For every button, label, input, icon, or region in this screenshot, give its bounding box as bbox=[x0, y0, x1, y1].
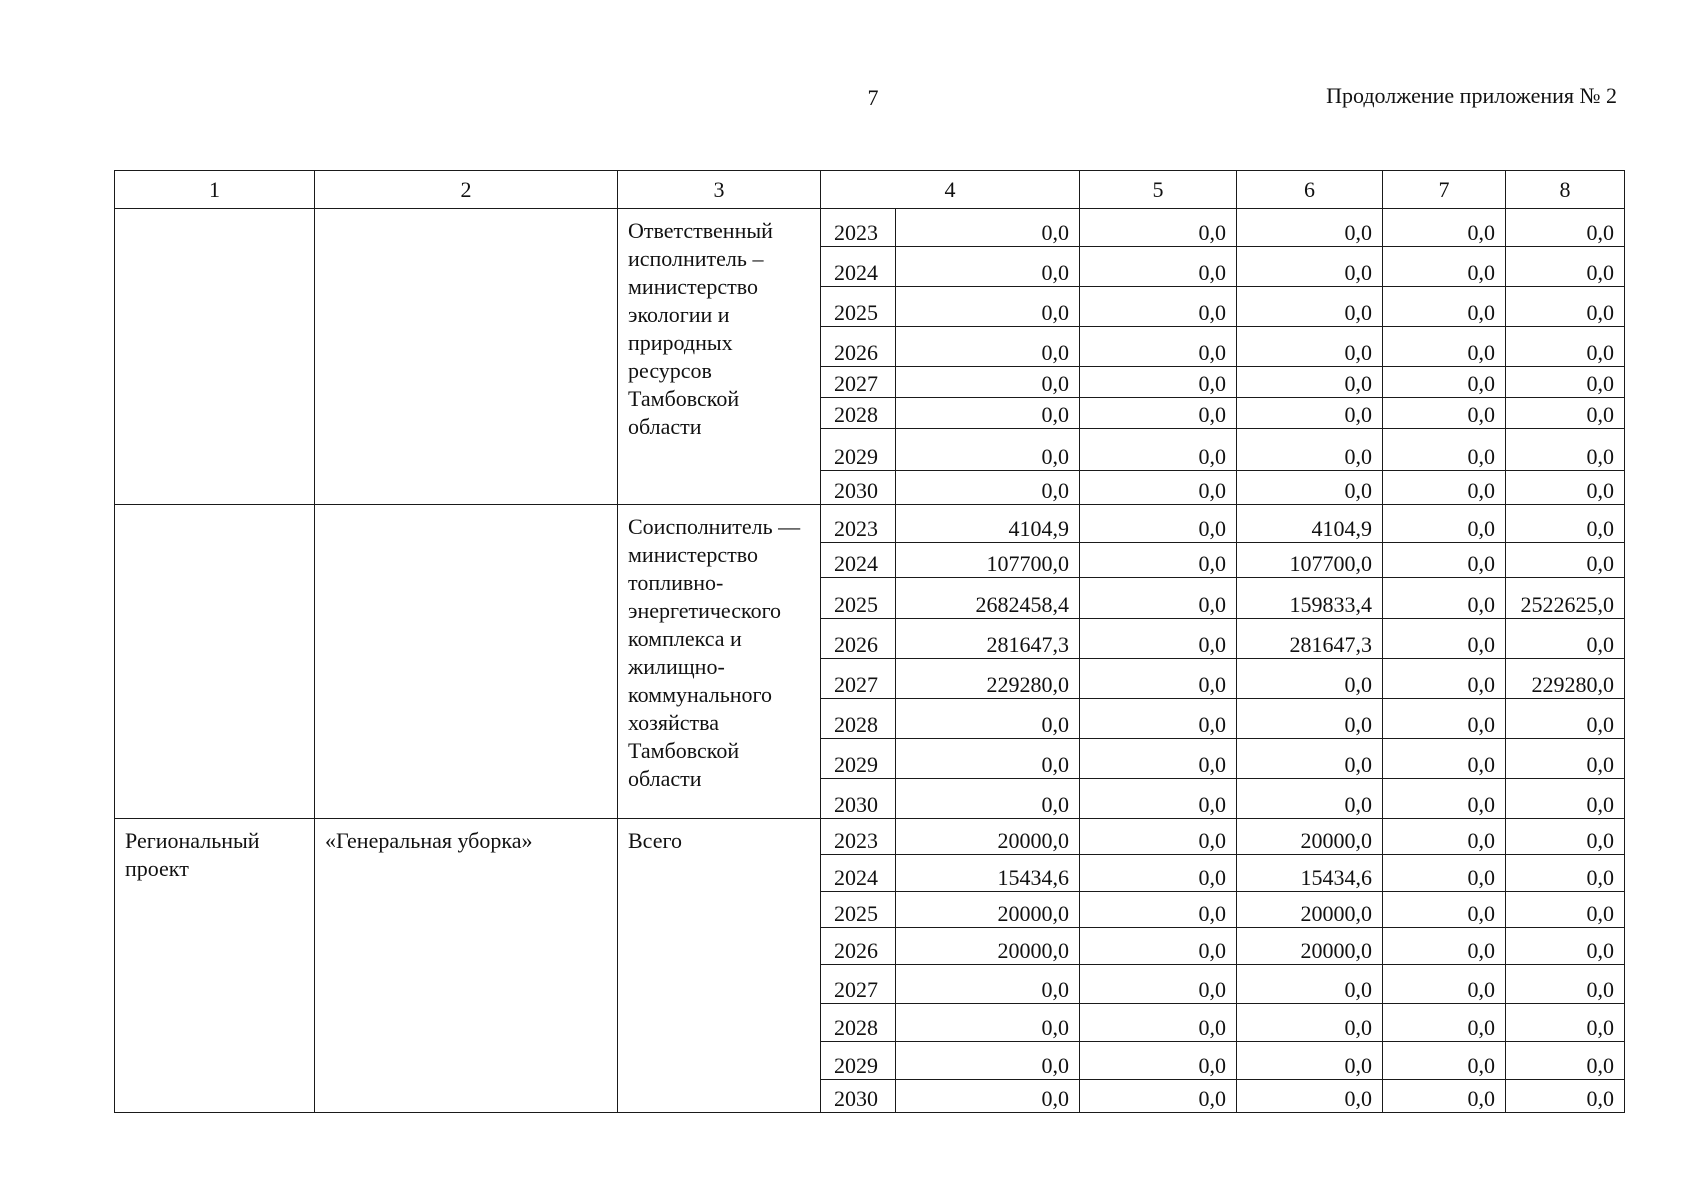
page-number: 7 bbox=[867, 85, 879, 110]
year-cell: 2023 bbox=[821, 505, 896, 543]
amount-cell-c4: 0,0 bbox=[896, 779, 1080, 819]
project-name-cell bbox=[315, 505, 618, 819]
amount-cell-c7: 0,0 bbox=[1383, 209, 1506, 247]
amount-cell-c6: 0,0 bbox=[1237, 659, 1383, 699]
amount-cell-c7: 0,0 bbox=[1383, 1042, 1506, 1080]
amount-cell-c6: 0,0 bbox=[1237, 247, 1383, 287]
amount-cell-c7: 0,0 bbox=[1383, 505, 1506, 543]
amount-cell-c4: 107700,0 bbox=[896, 543, 1080, 578]
amount-cell-c4: 281647,3 bbox=[896, 619, 1080, 659]
amount-cell-c4: 0,0 bbox=[896, 1042, 1080, 1080]
year-cell: 2027 bbox=[821, 965, 896, 1004]
amount-cell-c5: 0,0 bbox=[1080, 699, 1237, 739]
amount-cell-c5: 0,0 bbox=[1080, 327, 1237, 367]
amount-cell-c4: 229280,0 bbox=[896, 659, 1080, 699]
amount-cell-c6: 0,0 bbox=[1237, 471, 1383, 505]
amount-cell-c6: 0,0 bbox=[1237, 327, 1383, 367]
year-cell: 2028 bbox=[821, 1004, 896, 1042]
amount-cell-c4: 0,0 bbox=[896, 965, 1080, 1004]
amount-cell-c6: 0,0 bbox=[1237, 1080, 1383, 1113]
executor-cell: Соисполнитель — министерство топливно-энергетического комплекса и жилищно-коммунального хозяйства Тамбовской области bbox=[618, 505, 821, 819]
table-row bbox=[115, 819, 1625, 855]
amount-cell-c8: 0,0 bbox=[1506, 471, 1625, 505]
amount-cell-c8: 0,0 bbox=[1506, 367, 1625, 398]
amount-cell-c7: 0,0 bbox=[1383, 398, 1506, 429]
section-type-cell: Региональный проект bbox=[115, 819, 315, 1113]
column-number-row bbox=[115, 171, 1625, 209]
amount-cell-c4: 0,0 bbox=[896, 1080, 1080, 1113]
year-cell: 2028 bbox=[821, 398, 896, 429]
appendix-continuation-label: Продолжение приложения № 2 bbox=[1326, 83, 1617, 108]
amount-cell-c4: 2682458,4 bbox=[896, 578, 1080, 619]
amount-cell-c4: 0,0 bbox=[896, 699, 1080, 739]
project-name-cell: «Генеральная уборка» bbox=[315, 819, 618, 1113]
amount-cell-c5: 0,0 bbox=[1080, 619, 1237, 659]
amount-cell-c7: 0,0 bbox=[1383, 855, 1506, 892]
column-header: 7 bbox=[1383, 171, 1506, 209]
section-type-cell bbox=[115, 209, 315, 505]
amount-cell-c5: 0,0 bbox=[1080, 779, 1237, 819]
amount-cell-c7: 0,0 bbox=[1383, 739, 1506, 779]
year-cell: 2026 bbox=[821, 327, 896, 367]
year-cell: 2023 bbox=[821, 209, 896, 247]
amount-cell-c7: 0,0 bbox=[1383, 819, 1506, 855]
amount-cell-c5: 0,0 bbox=[1080, 819, 1237, 855]
column-header: 5 bbox=[1080, 171, 1237, 209]
amount-cell-c4: 0,0 bbox=[896, 287, 1080, 327]
amount-cell-c8: 0,0 bbox=[1506, 892, 1625, 928]
year-cell: 2023 bbox=[821, 819, 896, 855]
column-header: 3 bbox=[618, 171, 821, 209]
year-cell: 2026 bbox=[821, 619, 896, 659]
amount-cell-c5: 0,0 bbox=[1080, 209, 1237, 247]
amount-cell-c7: 0,0 bbox=[1383, 578, 1506, 619]
year-cell: 2030 bbox=[821, 1080, 896, 1113]
year-cell: 2024 bbox=[821, 543, 896, 578]
year-cell: 2026 bbox=[821, 928, 896, 965]
amount-cell-c5: 0,0 bbox=[1080, 928, 1237, 965]
amount-cell-c5: 0,0 bbox=[1080, 471, 1237, 505]
year-cell: 2030 bbox=[821, 779, 896, 819]
year-cell: 2025 bbox=[821, 578, 896, 619]
project-name-cell bbox=[315, 209, 618, 505]
amount-cell-c4: 0,0 bbox=[896, 429, 1080, 471]
amount-cell-c4: 0,0 bbox=[896, 1004, 1080, 1042]
amount-cell-c5: 0,0 bbox=[1080, 1004, 1237, 1042]
year-cell: 2024 bbox=[821, 247, 896, 287]
amount-cell-c6: 0,0 bbox=[1237, 965, 1383, 1004]
amount-cell-c8: 0,0 bbox=[1506, 1080, 1625, 1113]
amount-cell-c5: 0,0 bbox=[1080, 659, 1237, 699]
year-cell: 2030 bbox=[821, 471, 896, 505]
amount-cell-c6: 0,0 bbox=[1237, 287, 1383, 327]
amount-cell-c6: 20000,0 bbox=[1237, 892, 1383, 928]
amount-cell-c8: 0,0 bbox=[1506, 1042, 1625, 1080]
amount-cell-c6: 159833,4 bbox=[1237, 578, 1383, 619]
amount-cell-c5: 0,0 bbox=[1080, 965, 1237, 1004]
amount-cell-c4: 15434,6 bbox=[896, 855, 1080, 892]
amount-cell-c7: 0,0 bbox=[1383, 699, 1506, 739]
column-header: 2 bbox=[315, 171, 618, 209]
amount-cell-c4: 0,0 bbox=[896, 471, 1080, 505]
amount-cell-c4: 0,0 bbox=[896, 327, 1080, 367]
table-row bbox=[115, 505, 1625, 543]
amount-cell-c6: 281647,3 bbox=[1237, 619, 1383, 659]
section-type-cell bbox=[115, 505, 315, 819]
amount-cell-c4: 0,0 bbox=[896, 247, 1080, 287]
amount-cell-c8: 0,0 bbox=[1506, 543, 1625, 578]
amount-cell-c6: 20000,0 bbox=[1237, 928, 1383, 965]
amount-cell-c8: 2522625,0 bbox=[1506, 578, 1625, 619]
amount-cell-c7: 0,0 bbox=[1383, 659, 1506, 699]
column-header: 4 bbox=[821, 171, 1080, 209]
amount-cell-c6: 0,0 bbox=[1237, 779, 1383, 819]
amount-cell-c6: 0,0 bbox=[1237, 367, 1383, 398]
amount-cell-c7: 0,0 bbox=[1383, 367, 1506, 398]
amount-cell-c6: 0,0 bbox=[1237, 1042, 1383, 1080]
amount-cell-c6: 0,0 bbox=[1237, 1004, 1383, 1042]
amount-cell-c4: 0,0 bbox=[896, 739, 1080, 779]
amount-cell-c7: 0,0 bbox=[1383, 471, 1506, 505]
amount-cell-c8: 0,0 bbox=[1506, 505, 1625, 543]
amount-cell-c6: 0,0 bbox=[1237, 209, 1383, 247]
column-header: 1 bbox=[115, 171, 315, 209]
amount-cell-c7: 0,0 bbox=[1383, 1080, 1506, 1113]
amount-cell-c5: 0,0 bbox=[1080, 855, 1237, 892]
amount-cell-c7: 0,0 bbox=[1383, 965, 1506, 1004]
amount-cell-c5: 0,0 bbox=[1080, 543, 1237, 578]
amount-cell-c8: 0,0 bbox=[1506, 327, 1625, 367]
amount-cell-c5: 0,0 bbox=[1080, 287, 1237, 327]
amount-cell-c7: 0,0 bbox=[1383, 543, 1506, 578]
amount-cell-c7: 0,0 bbox=[1383, 928, 1506, 965]
amount-cell-c8: 0,0 bbox=[1506, 739, 1625, 779]
amount-cell-c7: 0,0 bbox=[1383, 327, 1506, 367]
amount-cell-c8: 0,0 bbox=[1506, 779, 1625, 819]
table-body bbox=[115, 209, 1625, 1113]
amount-cell-c5: 0,0 bbox=[1080, 247, 1237, 287]
year-cell: 2024 bbox=[821, 855, 896, 892]
year-cell: 2029 bbox=[821, 429, 896, 471]
amount-cell-c8: 0,0 bbox=[1506, 209, 1625, 247]
year-cell: 2025 bbox=[821, 287, 896, 327]
amount-cell-c5: 0,0 bbox=[1080, 1080, 1237, 1113]
amount-cell-c5: 0,0 bbox=[1080, 739, 1237, 779]
amount-cell-c7: 0,0 bbox=[1383, 287, 1506, 327]
amount-cell-c4: 0,0 bbox=[896, 209, 1080, 247]
amount-cell-c5: 0,0 bbox=[1080, 398, 1237, 429]
amount-cell-c5: 0,0 bbox=[1080, 505, 1237, 543]
amount-cell-c4: 4104,9 bbox=[896, 505, 1080, 543]
amount-cell-c8: 0,0 bbox=[1506, 855, 1625, 892]
amount-cell-c4: 20000,0 bbox=[896, 892, 1080, 928]
amount-cell-c4: 0,0 bbox=[896, 367, 1080, 398]
amount-cell-c8: 0,0 bbox=[1506, 928, 1625, 965]
amount-cell-c7: 0,0 bbox=[1383, 619, 1506, 659]
amount-cell-c8: 0,0 bbox=[1506, 247, 1625, 287]
budget-table bbox=[114, 170, 1625, 1113]
amount-cell-c5: 0,0 bbox=[1080, 429, 1237, 471]
amount-cell-c8: 0,0 bbox=[1506, 819, 1625, 855]
year-cell: 2028 bbox=[821, 699, 896, 739]
amount-cell-c7: 0,0 bbox=[1383, 779, 1506, 819]
amount-cell-c5: 0,0 bbox=[1080, 367, 1237, 398]
amount-cell-c8: 0,0 bbox=[1506, 1004, 1625, 1042]
amount-cell-c5: 0,0 bbox=[1080, 1042, 1237, 1080]
year-cell: 2027 bbox=[821, 659, 896, 699]
amount-cell-c4: 0,0 bbox=[896, 398, 1080, 429]
column-header: 8 bbox=[1506, 171, 1625, 209]
amount-cell-c8: 0,0 bbox=[1506, 398, 1625, 429]
amount-cell-c6: 0,0 bbox=[1237, 398, 1383, 429]
executor-cell: Ответственный исполнитель – министерство экологии и природных ресурсов Тамбовской области bbox=[618, 209, 821, 505]
amount-cell-c8: 0,0 bbox=[1506, 287, 1625, 327]
amount-cell-c8: 0,0 bbox=[1506, 699, 1625, 739]
amount-cell-c8: 0,0 bbox=[1506, 429, 1625, 471]
amount-cell-c7: 0,0 bbox=[1383, 429, 1506, 471]
executor-cell: Всего bbox=[618, 819, 821, 1113]
amount-cell-c6: 0,0 bbox=[1237, 699, 1383, 739]
amount-cell-c7: 0,0 bbox=[1383, 247, 1506, 287]
amount-cell-c8: 0,0 bbox=[1506, 965, 1625, 1004]
amount-cell-c7: 0,0 bbox=[1383, 892, 1506, 928]
amount-cell-c6: 0,0 bbox=[1237, 739, 1383, 779]
year-cell: 2029 bbox=[821, 1042, 896, 1080]
year-cell: 2029 bbox=[821, 739, 896, 779]
amount-cell-c4: 20000,0 bbox=[896, 819, 1080, 855]
year-cell: 2025 bbox=[821, 892, 896, 928]
amount-cell-c6: 0,0 bbox=[1237, 429, 1383, 471]
amount-cell-c6: 4104,9 bbox=[1237, 505, 1383, 543]
table-row bbox=[115, 209, 1625, 247]
column-header: 6 bbox=[1237, 171, 1383, 209]
amount-cell-c7: 0,0 bbox=[1383, 1004, 1506, 1042]
amount-cell-c8: 0,0 bbox=[1506, 619, 1625, 659]
amount-cell-c4: 20000,0 bbox=[896, 928, 1080, 965]
amount-cell-c8: 229280,0 bbox=[1506, 659, 1625, 699]
amount-cell-c5: 0,0 bbox=[1080, 892, 1237, 928]
amount-cell-c6: 15434,6 bbox=[1237, 855, 1383, 892]
amount-cell-c6: 107700,0 bbox=[1237, 543, 1383, 578]
amount-cell-c6: 20000,0 bbox=[1237, 819, 1383, 855]
amount-cell-c5: 0,0 bbox=[1080, 578, 1237, 619]
year-cell: 2027 bbox=[821, 367, 896, 398]
